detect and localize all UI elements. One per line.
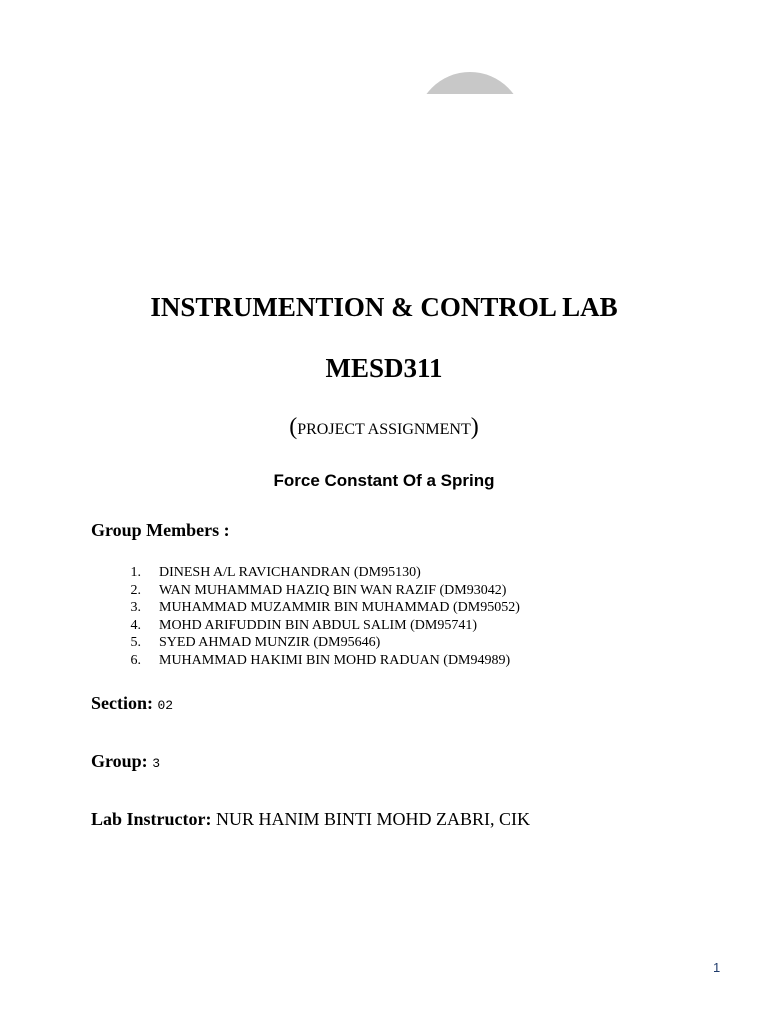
list-number: 6. — [130, 652, 141, 668]
group-members-label: Group Members : — [91, 520, 230, 540]
member-name: MUHAMMAD MUZAMMIR BIN MUHAMMAD (DM95052) — [159, 600, 520, 616]
page-number: 1 — [713, 960, 721, 975]
group-label: Group: — [91, 751, 148, 771]
member-name: DINESH A/L RAVICHANDRAN (DM95130) — [159, 565, 421, 580]
list-number: 3. — [130, 600, 141, 616]
list-item — [91, 634, 520, 652]
member-name: MUHAMMAD HAKIMI BIN MOHD RADUAN (DM94989) — [159, 652, 511, 668]
section-value: 02 — [157, 698, 174, 713]
list-number: 1. — [130, 565, 141, 580]
section-label: Section: — [91, 693, 153, 713]
lab-instructor-field — [91, 809, 530, 830]
list-item — [91, 599, 520, 617]
group-field — [91, 751, 160, 772]
document-title: INSTRUMENTION & CONTROL LAB — [150, 292, 618, 322]
list-number: 5. — [130, 635, 141, 651]
member-name: WAN MUHAMMAD HAZIQ BIN WAN RAZIF (DM93042) — [159, 582, 507, 598]
list-number: 4. — [130, 617, 141, 633]
course-code: MESD311 — [325, 353, 443, 383]
project-title: Force Constant Of a Spring — [273, 471, 495, 490]
member-name: MOHD ARIFUDDIN BIN ABDUL SALIM (DM95741) — [159, 617, 477, 633]
list-item — [91, 582, 520, 600]
list-item — [91, 652, 520, 670]
lab-instructor-label: Lab Instructor: — [91, 809, 212, 829]
list-item — [91, 617, 520, 635]
list-item — [91, 564, 520, 582]
assignment-label: (PROJECT ASSIGNMENT) — [289, 414, 479, 440]
group-value: 3 — [152, 756, 160, 771]
assignment-label-text: PROJECT ASSIGNMENT — [297, 421, 471, 438]
logo-shape — [416, 72, 524, 94]
lab-instructor-value: NUR HANIM BINTI MOHD ZABRI, CIK — [216, 809, 530, 829]
logo-partial — [416, 72, 524, 94]
member-name: SYED AHMAD MUNZIR (DM95646) — [159, 635, 381, 651]
group-members-list — [91, 564, 520, 670]
section-field — [91, 693, 173, 714]
list-number: 2. — [130, 582, 141, 598]
